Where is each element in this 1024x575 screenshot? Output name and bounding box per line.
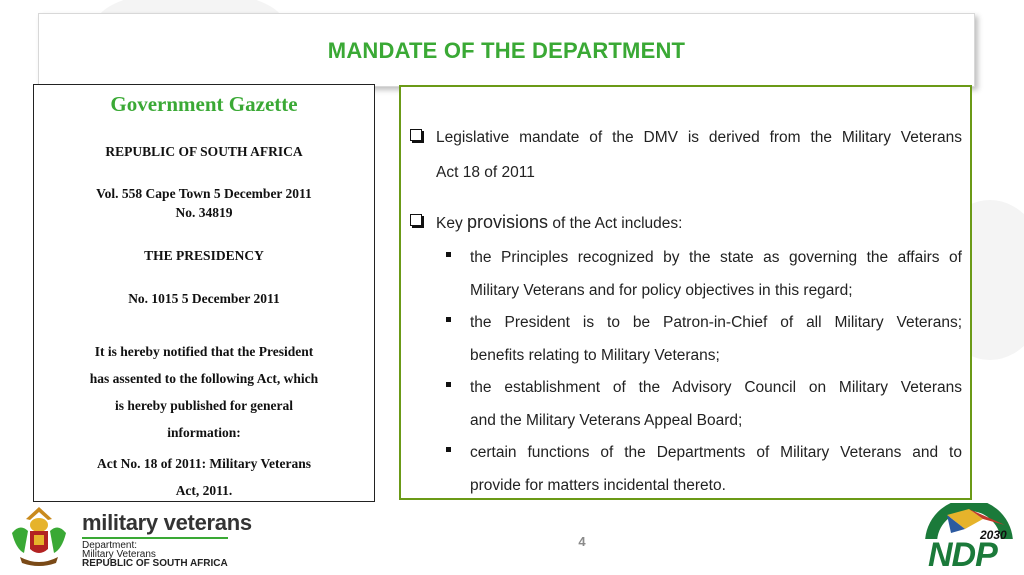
logo-name: military veterans [82, 510, 252, 535]
square-bullet-icon [446, 252, 451, 257]
square-bullet-icon [446, 447, 451, 452]
logo-divider [82, 537, 228, 539]
gazette-act-line: Act, 2011. [175, 483, 233, 498]
sub-item-line: the establishment of the Advisory Council on Military Veterans [470, 379, 962, 396]
mandate-panel [399, 85, 972, 500]
page-number: 4 [578, 534, 586, 549]
gazette-presidency: THE PRESIDENCY [144, 248, 264, 263]
mandate-point-2-suffix: of the Act includes: [548, 215, 683, 232]
checkbox-bullet-icon [410, 129, 422, 141]
gazette-act-line: Act No. 18 of 2011: Military Veterans [96, 456, 312, 471]
logo-republic: REPUBLIC OF SOUTH AFRICA [82, 558, 228, 569]
square-bullet-icon [446, 382, 451, 387]
sub-item-line: the Principles recognized by the state as governing the affairs of [470, 249, 962, 266]
square-bullet-icon [446, 317, 451, 322]
logo-department: Department: [82, 540, 138, 551]
logo-military-veterans: Military Veterans [82, 549, 156, 560]
page-title: MANDATE OF THE DEPARTMENT [327, 38, 686, 63]
sub-item-line: benefits relating to Military Veterans; [470, 347, 720, 364]
government-gazette-panel [33, 84, 375, 502]
gazette-notified-line: It is hereby notified that the President [94, 344, 314, 359]
sub-item-line: the President is to be Patron-in-Chief of all Military Veterans; [470, 314, 962, 331]
gazette-number: No. 34819 [175, 205, 233, 220]
mandate-point-1: Legislative mandate of the DMV is derived from the Military Veterans [436, 129, 962, 146]
mandate-point-2 [436, 212, 682, 233]
gazette-notice: No. 1015 5 December 2011 [128, 291, 280, 306]
sub-item-line: certain functions of the Departments of Military Veterans and to [470, 444, 962, 461]
title-banner [38, 13, 975, 87]
gazette-title: Government Gazette [110, 92, 298, 116]
gazette-notified-line: is hereby published for general [114, 398, 294, 413]
sub-item-line: Military Veterans and for policy objectives in this regard; [470, 282, 853, 299]
mandate-point-1-cont: Act 18 of 2011 [436, 164, 535, 181]
checkbox-bullet-icon [410, 214, 422, 226]
gazette-volume: Vol. 558 Cape Town 5 December 2011 [96, 186, 312, 201]
mandate-point-2-emphasis: provisions [467, 212, 549, 232]
gazette-notified-line: has assented to the following Act, which [89, 371, 319, 386]
ndp-year: 2030 [980, 528, 1007, 542]
sub-item-line: provide for matters incidental thereto. [470, 477, 726, 494]
ndp-text: NDP [928, 536, 997, 574]
sub-item-line: and the Military Veterans Appeal Board; [470, 412, 743, 429]
mandate-point-2-prefix: Key [436, 215, 468, 232]
gazette-notified-line: information: [167, 425, 241, 440]
gazette-republic: REPUBLIC OF SOUTH AFRICA [105, 144, 303, 159]
coat-of-arms-logo [6, 503, 72, 569]
